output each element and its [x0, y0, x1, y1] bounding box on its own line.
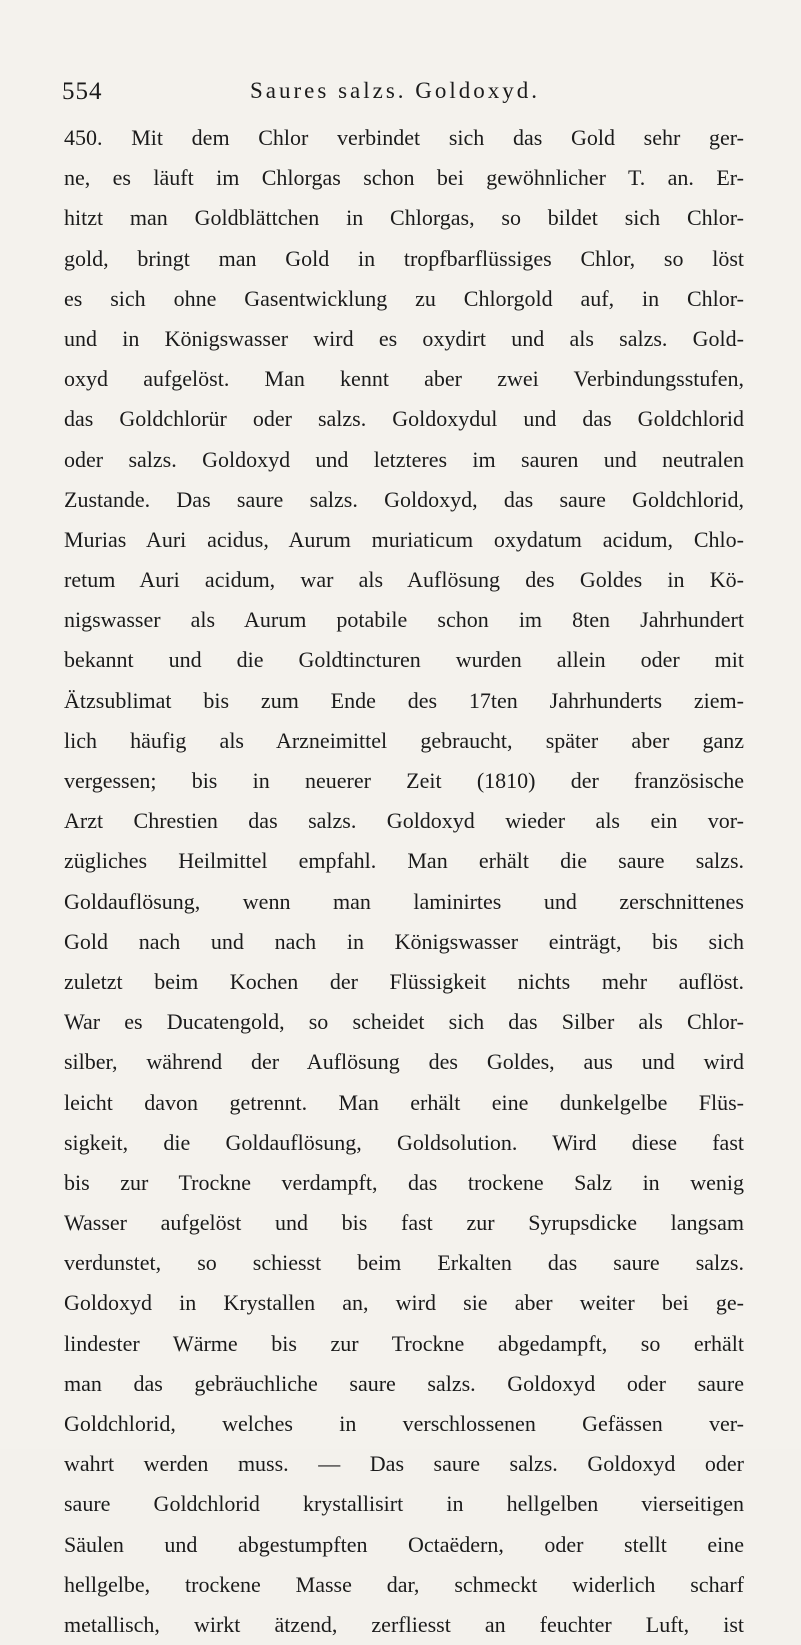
text-line: Gold nach und nach in Königswasser einträgt, bis sich	[64, 928, 744, 954]
text-line: bis zur Trockne verdampft, das trockene Salz in wenig	[64, 1169, 744, 1195]
text-line: metallisch, wirkt ätzend, zerfliesst an feuchter Luft, ist	[64, 1611, 744, 1637]
text-line: sigkeit, die Goldauflösung, Goldsolution. Wird diese fast	[64, 1129, 744, 1155]
text-line: hellgelbe, trockene Masse dar, schmeckt widerlich scharf	[64, 1571, 744, 1597]
text-line: lich häufig als Arzneimittel gebraucht, später aber ganz	[64, 727, 744, 753]
text-line: Wasser aufgelöst und bis fast zur Syrupsdicke langsam	[64, 1210, 744, 1236]
text-line: wahrt werden muss. — Das saure salzs. Goldoxyd oder	[64, 1451, 744, 1477]
text-line: Goldchlorid, welches in verschlossenen Gefässen ver-	[64, 1411, 744, 1436]
text-line: Goldoxyd in Krystallen an, wird sie aber weiter bei ge-	[64, 1290, 744, 1316]
text-line: es sich ohne Gasentwicklung zu Chlorgold auf, in Chlor-	[64, 285, 744, 311]
text-line: leicht davon getrennt. Man erhält eine dunkelgelbe Flüs-	[64, 1089, 744, 1115]
text-line: und in Königswasser wird es oxydirt und als salzs. Gold-	[64, 325, 744, 351]
page-number: 554	[62, 78, 103, 105]
text-line: Arzt Chrestien das salzs. Goldoxyd wieder als ein vor-	[64, 808, 744, 834]
text-line: ne, es läuft im Chlorgas schon bei gewöhnlicher T. an. Er-	[64, 165, 744, 191]
text-line: zügliches Heilmittel empfahl. Man erhält die saure salzs.	[64, 848, 744, 874]
text-line: Murias Auri acidus, Aurum muriaticum oxydatum acidum, Chlo-	[64, 526, 744, 552]
text-line: verdunstet, so schiesst beim Erkalten das saure salzs.	[64, 1250, 744, 1276]
text-line: zuletzt beim Kochen der Flüssigkeit nichts mehr auflöst.	[64, 968, 744, 994]
text-line: oxyd aufgelöst. Man kennt aber zwei Verbindungsstufen,	[64, 366, 744, 392]
text-line: War es Ducatengold, so scheidet sich das Silber als Chlor-	[64, 1009, 744, 1035]
text-line: lindester Wärme bis zur Trockne abgedampft, so erhält	[64, 1330, 744, 1356]
text-line: nigswasser als Aurum potabile schon im 8ten Jahrhundert	[64, 607, 744, 633]
text-line: Säulen und abgestumpften Octaëdern, oder stellt eine	[64, 1531, 744, 1557]
text-line: saure Goldchlorid krystallisirt in hellgelben vierseitigen	[64, 1491, 744, 1517]
text-line: man das gebräuchliche saure salzs. Goldoxyd oder saure	[64, 1370, 744, 1396]
text-line: hitzt man Goldblättchen in Chlorgas, so bildet sich Chlor-	[64, 205, 744, 231]
text-line: silber, während der Auflösung des Goldes, aus und wird	[64, 1049, 744, 1075]
running-head: Saures salzs. Goldoxyd.	[250, 78, 541, 103]
text-line: vergessen; bis in neuerer Zeit (1810) der französische	[64, 768, 744, 793]
page-header	[62, 78, 742, 108]
text-line: bekannt und die Goldtincturen wurden allein oder mit	[64, 647, 744, 673]
text-line: oder salzs. Goldoxyd und letzteres im sauren und neutralen	[64, 446, 744, 472]
text-line: gold, bringt man Gold in tropfbarflüssiges Chlor, so löst	[64, 245, 744, 271]
text-line: Zustande. Das saure salzs. Goldoxyd, das saure Goldchlorid,	[64, 486, 744, 512]
text-line: 450. Mit dem Chlor verbindet sich das Gold sehr ger-	[64, 125, 744, 150]
text-line: retum Auri acidum, war als Auflösung des Goldes in Kö-	[64, 567, 744, 593]
text-line: Ätzsublimat bis zum Ende des 17ten Jahrhunderts ziem-	[64, 687, 744, 713]
text-line: das Goldchlorür oder salzs. Goldoxydul und das Goldchlorid	[64, 406, 744, 432]
body-paragraph	[64, 118, 744, 1645]
text-line: Goldauflösung, wenn man laminirtes und zerschnittenes	[64, 888, 744, 914]
